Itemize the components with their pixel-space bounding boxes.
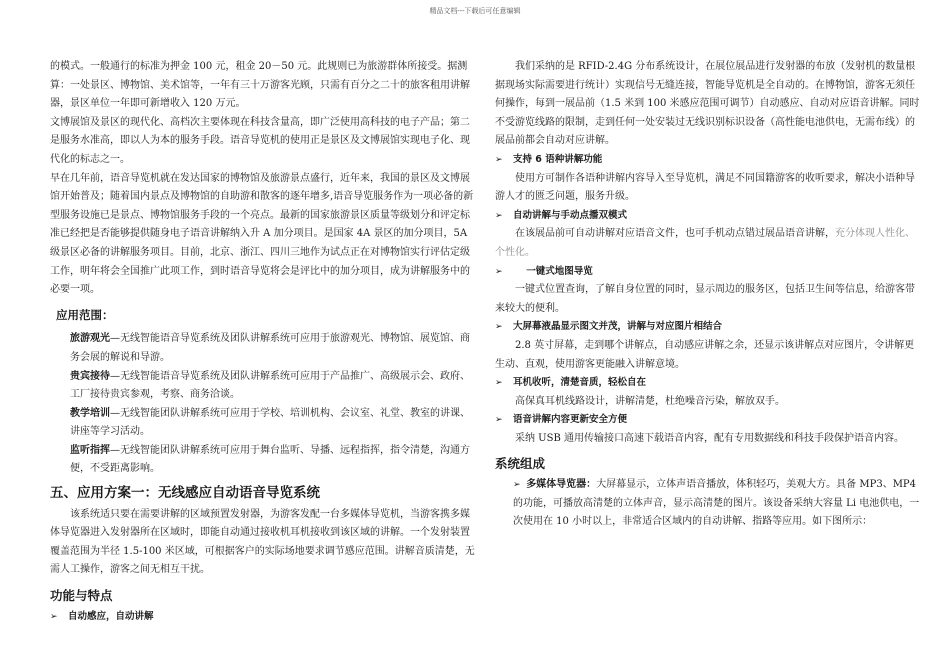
- paragraph-rfid: 我们采纳的是 RFID-2.4G 分布系统设计，在展位展品进行发射器的布放（发射机的数量根据现场实际需要进行统计）实现信号无缝连接，智能导览机是全自动的。在博物馆，游客无须任何操作，每到一展品前（1.5 米到 100 米感应范围可调节）自动感应、自动对应语音讲解。同时不受游览线路的限制，走到任何一处安装过无线识别标识设备（高性能电池供电，无需布线）的展品前都会自动对应讲解。: [495, 61, 920, 147]
- bullet-label: 语音讲解内容更新安全方便: [513, 414, 628, 426]
- app-label: 贵宾接待: [70, 370, 110, 382]
- bullet-text: 使用方可制作各语种讲解内容导入至导览机，满足不同国籍游客的收听要求，解决小语种导游人才的匮乏问题，服务升级。: [495, 172, 915, 203]
- section5-title: 五、应用方案一：无线感应自动语音导览系统: [50, 485, 320, 502]
- app-label: 教学培训: [70, 407, 110, 419]
- bullet-text-main: 在该展品前可自动讲解对应语音文件，也可手机动点错过展品语音讲解，: [515, 228, 835, 240]
- feature-bullet-auto: [50, 608, 475, 627]
- apps-heading: 应用范围：: [56, 307, 114, 322]
- feature-bullet-earphone: [495, 374, 920, 393]
- bullet-text-gray: 充分体现人性化、个性化。: [495, 228, 915, 258]
- app-label: 旅游观光: [70, 333, 110, 345]
- bullet-label: 一键式地图导览: [526, 265, 593, 277]
- multimedia-label: 多媒体导览器：: [526, 479, 597, 491]
- bullet-text: 2.8 英寸屏幕，走到哪个讲解点，自动感应讲解之余，还显示该讲解点对应图片，令讲解更生动、直观，使用游客更能融入讲解意境。: [495, 339, 915, 370]
- bullet-label: 自动感应，自动讲解: [68, 610, 154, 622]
- bullet-text: 高保真耳机线路设计，讲解清楚，杜绝噪音污染，解放双手。: [515, 395, 785, 407]
- arrow-bullet-icon: ➢: [495, 415, 503, 426]
- bullet-text: 一键式位置查询，了解自身位置的同时，显示周边的服务区，包括卫生间等信息，给游客带来较大的便利。: [495, 284, 915, 314]
- app-item-vip: [70, 368, 475, 405]
- arrow-bullet-icon: ➢: [495, 266, 503, 277]
- bullet-text: 采纳 USB 通用传输接口高速下载语音内容，配有专用数据线和科技手段保护语音内容。: [515, 432, 904, 444]
- bullet-label: 大屏幕液晶显示图文并茂，讲解与对应图片相结合: [513, 321, 723, 333]
- bullet-text: [495, 225, 920, 262]
- app-text: —无线智能团队讲解系统可应用于舞台监听、导播、远程指挥，指令清楚，沟通方便，不受距离影响。: [70, 444, 470, 475]
- feature-bullet-languages: [495, 151, 920, 170]
- features-title: 功能与特点: [50, 588, 113, 604]
- feature-bullet-update: [495, 411, 920, 430]
- arrow-bullet-icon: ➢: [495, 154, 503, 165]
- app-text: —无线智能语音导览系统及团队讲解系统可应用于旅游观光、博物馆、展览馆、商务会展的解说和导游。: [70, 333, 470, 363]
- app-text: —无线智能团队讲解系统可应用于学校、培训机构、会议室、礼堂、教室的讲课、讲座等学习活动。: [70, 407, 470, 438]
- bullet-label: 耳机收听，清楚音质，轻松自在: [513, 377, 647, 389]
- arrow-bullet-icon: ➢: [513, 480, 521, 491]
- bullet-label: 支持 6 语种讲解功能: [513, 153, 603, 165]
- left-column: [50, 58, 475, 626]
- paragraph-history: 早在几年前，语音导览机就在发达国家的博物馆及旅游景点盛行，近年来，我国的景区及文博展馆开始普及；随着国内景点及博物馆的自助游和散客的逐年增多,语音导览服务作为一项必备的新型服务设施已是景点、博物馆服务手段的一个亮点。最新的国家旅游景区质量等级划分和评定标准已经把是否能够提供随身电子语音讲解纳入升 A 加分项目。是国家 4A 景区的加分项目，5A 级景区必备的讲解服务项目。目前，北京、浙江、四川三地作为试点正在对博物馆实行评估定级工作，明年将会全国推广此项工作，到时语音导览将会是评比中的加分项目，成为讲解服务中的必要一项。: [50, 172, 474, 296]
- section5-text: 该系统适只要在需要讲解的区域预置发射器，为游客发配一台多媒体导览机，当游客携多媒体导览器进入发射器所在区域时，即能自动通过接收机耳机接收到该区域的讲解。一个发射装置覆盖范围为半径 1.5-100 米区域，可根据客户的实际场地要求调节感应范围。讲解音质清楚，无需人工操作，游客之间无相互干扰。: [50, 508, 475, 576]
- app-label: 监听指挥: [70, 444, 110, 456]
- app-text: —无线智能语音导览系统及团队讲解系统可应用于产品推广、高级展示会、政府、工厂接待贵宾参观，考察、商务洽谈。: [70, 370, 470, 401]
- feature-bullet-dual-mode: [495, 207, 920, 226]
- arrow-bullet-icon: ➢: [495, 378, 503, 389]
- arrow-bullet-icon: ➢: [495, 210, 503, 221]
- multimedia-text: 大屏幕显示，立体声语音播放，体积轻巧，美观大方。具备 MP3、MP4 的功能，可播放高清楚的立体声音，显示高清楚的图片。该设备采纳大容量 Li 电池供电，一次使用在 10 小时以上，非常适合区域内的自动讲解、指路等应用。如下图所示：: [513, 479, 920, 528]
- right-column: [495, 58, 920, 532]
- bullet-label: 自动讲解与手动点播双模式: [513, 209, 628, 221]
- arrow-bullet-icon: ➢: [495, 322, 503, 333]
- system-title: 系统组成: [495, 456, 546, 472]
- app-item-training: [70, 405, 475, 442]
- multimedia-guide-item: [495, 476, 920, 532]
- app-item-tourism: [70, 330, 475, 367]
- page-header: 精品文档---下载后可任意编辑: [429, 7, 521, 15]
- app-item-monitoring: [70, 442, 475, 479]
- arrow-bullet-icon: ➢: [50, 611, 58, 622]
- feature-bullet-screen: [495, 318, 920, 337]
- feature-bullet-map: [495, 263, 920, 282]
- paragraph-modernization: 文博展馆及景区的现代化、高档次主要体现在科技含量高，即广泛使用高科技的电子产品；第二是服务水准高，即以人为本的服务手段。语音导览机的使用正是景区及文博展馆实现电子化、现代化的标志之一。: [50, 116, 470, 165]
- paragraph-rental: 的模式。一般通行的标准为押金 100 元，租金 20－50 元。此规则已为旅游群体所接受。据测算：一处景区、博物馆、美术馆等，一年有三十万游客光顾，只需有百分之二十的旅客租用讲解器，景区单位一年即可新增收入 120 万元。: [50, 61, 470, 110]
